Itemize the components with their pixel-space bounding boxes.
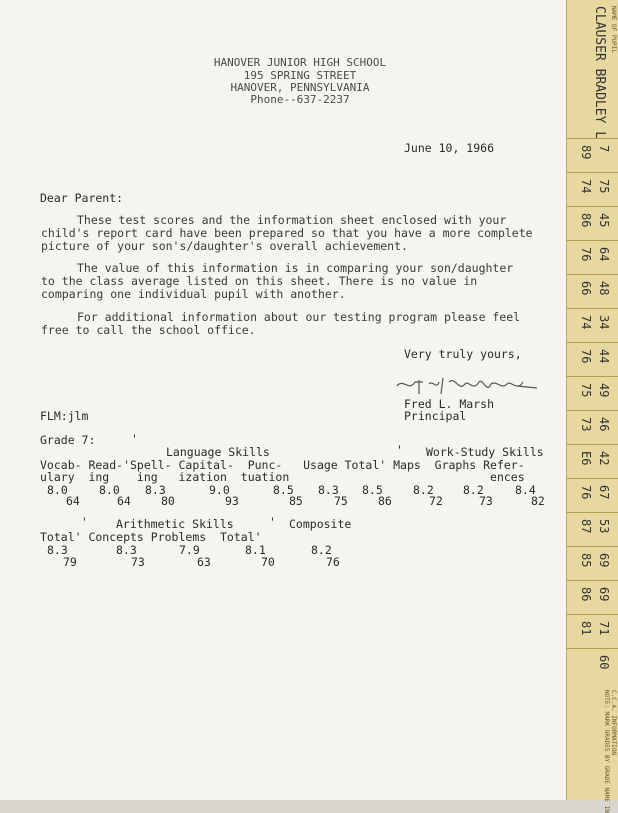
strip-cell	[567, 546, 618, 581]
tick-mark: '	[269, 515, 276, 529]
reading-grade-eq: 8.0	[99, 483, 120, 497]
references-grade-eq: 8.4	[515, 483, 536, 497]
concepts-percentile: 73	[131, 555, 145, 569]
problems-percentile: 63	[197, 555, 211, 569]
score-label-strip	[566, 0, 618, 813]
strip-score: 71	[597, 621, 611, 636]
salutation: Dear Parent:	[40, 191, 124, 205]
row2-total-percentile: 79	[63, 555, 77, 569]
strip-cell	[567, 342, 618, 377]
capitalization-grade-eq: 9.0	[209, 483, 230, 497]
strip-cell	[567, 138, 618, 173]
vocabulary-percentile: 64	[66, 494, 80, 508]
spelling-percentile: 80	[161, 494, 175, 508]
strip-cell	[567, 172, 618, 207]
language-skills-header: Language Skills	[166, 445, 270, 459]
strip-score: 44	[597, 349, 611, 364]
strip-score: 74	[579, 315, 593, 330]
concepts-grade-eq: 8.3	[116, 543, 137, 557]
strip-score: 75	[597, 179, 611, 194]
strip-cell	[567, 240, 618, 275]
reading-percentile: 64	[117, 494, 131, 508]
strip-score: 7	[597, 145, 611, 153]
strip-footer-small: C.C.A. INFORMATION NOTE: MARK GRADES BY GRADE NAME IN	[603, 690, 617, 813]
score-labels-line1: Vocab- Read-'Spell- Capital- Punc- Usage Total' Maps Graphs Refer-	[40, 458, 525, 472]
vocabulary-grade-eq: 8.0	[47, 483, 68, 497]
strip-score: 53	[597, 519, 611, 534]
strip-score: 45	[597, 213, 611, 228]
strip-cell	[567, 206, 618, 241]
strip-score: 69	[597, 587, 611, 602]
strip-score: 76	[579, 349, 593, 364]
composite-header: Composite	[289, 517, 352, 531]
paragraph-1: These test scores and the information sheet enclosed with your child's report card have been prepared so that you have a more complete picture of your son's/daughter's overall achievement.	[41, 213, 533, 253]
paragraph-2: The value of this information is in comparing your son/daughter to the class average listed on this sheet. There is no value in comparing one individual pupil with another.	[41, 261, 514, 301]
work-study-header: Work-Study Skills	[426, 445, 544, 459]
usage-percentile: 75	[334, 494, 348, 508]
strip-score: E6	[579, 451, 593, 466]
strip-score: 49	[597, 383, 611, 398]
strip-score: 75	[579, 383, 593, 398]
strip-cell	[567, 410, 618, 445]
strip-score: 85	[579, 553, 593, 568]
signer-name: Fred L. Marsh	[404, 397, 495, 411]
arithmetic-skills-header: Arithmetic Skills	[116, 517, 234, 531]
strip-pupil-name: CLAUSER BRADLEY L	[592, 6, 607, 140]
language-total-grade-eq: 8.5	[362, 483, 383, 497]
strip-score: 64	[597, 247, 611, 262]
strip-cell	[567, 444, 618, 479]
letterhead-street: 195 SPRING STREET	[243, 69, 357, 82]
strip-cell	[567, 274, 618, 309]
closing: Very truly yours,	[404, 347, 522, 361]
signature-image	[393, 372, 541, 400]
usage-grade-eq: 8.3	[318, 483, 339, 497]
composite-grade-eq: 8.2	[311, 543, 332, 557]
letterhead-school: HANOVER JUNIOR HIGH SCHOOL	[213, 56, 387, 69]
arith-labels: Total' Concepts Problems Total'	[40, 530, 262, 544]
strip-score: 87	[579, 519, 593, 534]
strip-cell	[567, 308, 618, 343]
maps-percentile: 72	[429, 494, 443, 508]
strip-score: 76	[579, 247, 593, 262]
initials: FLM:jlm	[40, 409, 89, 423]
strip-score: 67	[597, 485, 611, 500]
maps-grade-eq: 8.2	[413, 483, 434, 497]
strip-score: 73	[579, 417, 593, 432]
punctuation-percentile: 85	[289, 494, 303, 508]
strip-cell	[567, 512, 618, 547]
tick-mark: '	[81, 515, 88, 529]
strip-cell	[567, 580, 618, 615]
capitalization-percentile: 93	[225, 494, 239, 508]
strip-score: 42	[597, 451, 611, 466]
letter-date: June 10, 1966	[404, 141, 495, 155]
punctuation-grade-eq: 8.5	[273, 483, 294, 497]
spelling-grade-eq: 8.3	[145, 483, 166, 497]
strip-cell	[567, 376, 618, 411]
row2-total-grade-eq: 8.3	[47, 543, 68, 557]
strip-score: 81	[579, 621, 593, 636]
language-total-percentile: 86	[378, 494, 392, 508]
strip-score: 34	[597, 315, 611, 330]
grade-label: Grade 7:	[40, 433, 96, 447]
letterhead-city: HANOVER, PENNSYLVANIA	[230, 81, 370, 94]
arith-total-percentile: 70	[261, 555, 275, 569]
strip-score: 48	[597, 281, 611, 296]
strip-cell	[567, 614, 618, 649]
strip-header-small: NAME OF PUPIL	[610, 6, 617, 53]
tick-mark: '	[131, 432, 138, 446]
strip-score: 86	[579, 213, 593, 228]
arith-total-grade-eq: 8.1	[245, 543, 266, 557]
graphs-grade-eq: 8.2	[463, 483, 484, 497]
strip-score: 86	[579, 587, 593, 602]
references-percentile: 82	[531, 494, 545, 508]
strip-score: 89	[579, 145, 593, 160]
strip-score: 60	[597, 655, 611, 670]
strip-score: 76	[579, 485, 593, 500]
score-labels-line2: ulary ing ing ization tuation ences	[40, 470, 525, 484]
composite-percentile: 76	[326, 555, 340, 569]
letterhead-phone: Phone--637-2237	[250, 93, 350, 106]
problems-grade-eq: 7.9	[179, 543, 200, 557]
strip-score: 74	[579, 179, 593, 194]
strip-cell	[567, 648, 618, 683]
tick-mark: '	[396, 443, 403, 457]
strip-score: 46	[597, 417, 611, 432]
strip-cell	[567, 478, 618, 513]
strip-score: 66	[579, 281, 593, 296]
signer-title: Principal	[404, 409, 467, 423]
paragraph-3: For additional information about our testing program please feel free to call the school office.	[41, 310, 521, 337]
strip-score: 69	[597, 553, 611, 568]
graphs-percentile: 73	[479, 494, 493, 508]
